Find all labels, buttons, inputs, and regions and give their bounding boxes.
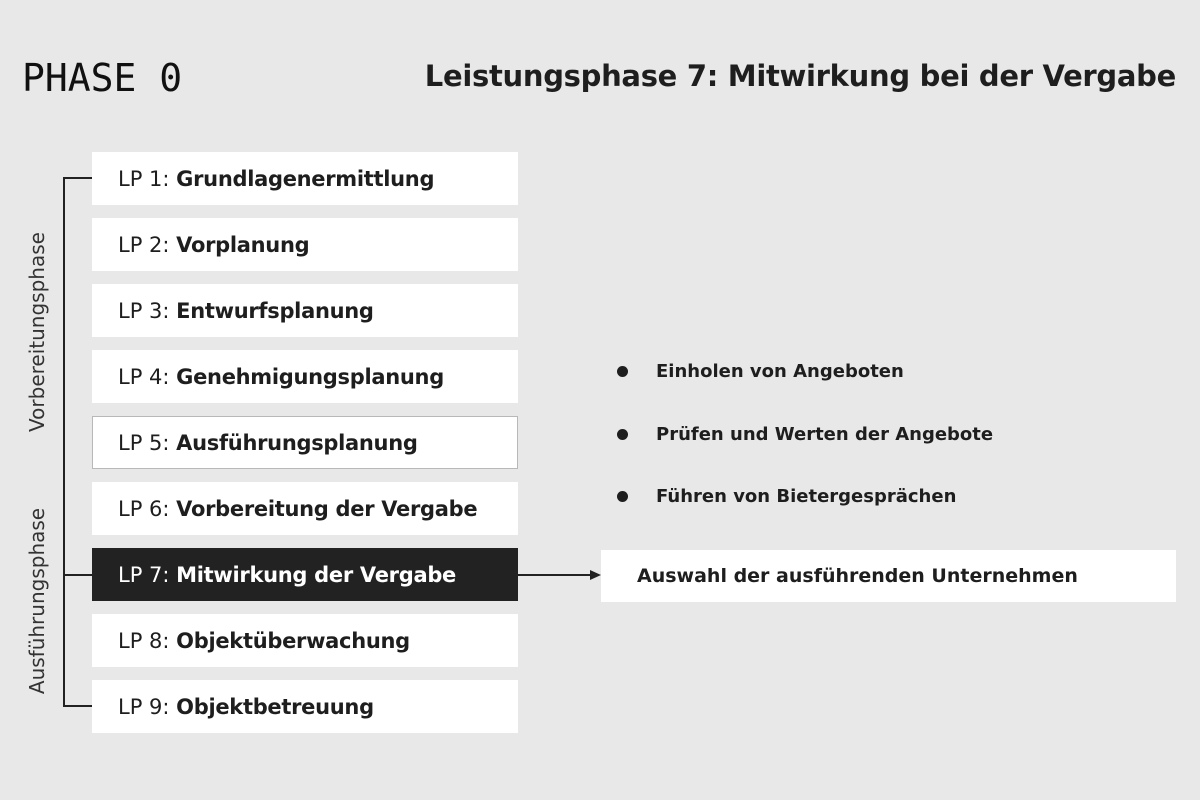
phase-code: LP 5 — [118, 430, 163, 455]
task-item — [617, 477, 956, 515]
phase-name: Vorbereitung der Vergabe — [176, 496, 478, 521]
group-label-vorbereitung: Vorbereitungsphase — [25, 232, 49, 432]
phase-item-lp9: LP 9 : Objektbetreuung — [92, 680, 518, 733]
task-item — [617, 352, 904, 390]
phase-name: Mitwirkung der Vergabe — [176, 562, 456, 587]
phase-name: Vorplanung — [176, 232, 310, 257]
bullet-dot-icon — [617, 491, 628, 502]
phase-code: LP 8 — [118, 628, 163, 653]
result-box: Auswahl der ausführenden Unternehmen — [601, 550, 1176, 602]
phase-item-lp6: LP 6 : Vorbereitung der Vergabe — [92, 482, 518, 535]
arrow-head-icon — [590, 570, 601, 580]
phase-name: Grundlagenermittlung — [176, 166, 435, 191]
phase-name: Objektüberwachung — [176, 628, 410, 653]
bullet-dot-icon — [617, 366, 628, 377]
task-text: Einholen von Angeboten — [656, 360, 904, 382]
phase-item-lp7-active: LP 7 : Mitwirkung der Vergabe — [92, 548, 518, 601]
phase-name: Ausführungsplanung — [176, 430, 418, 455]
page-title: Leistungsphase 7: Mitwirkung bei der Vergabe — [424, 59, 1176, 93]
phase-name: Genehmigungsplanung — [176, 364, 444, 389]
phase-code: LP 4 — [118, 364, 163, 389]
phase-code: LP 1 — [118, 166, 163, 191]
phase-item-lp5: LP 5 : Ausführungsplanung — [92, 416, 518, 469]
task-text: Führen von Bietergesprächen — [656, 485, 957, 507]
phase-code: LP 3 — [118, 298, 163, 323]
phase-code: LP 2 — [118, 232, 163, 257]
phase-name: Entwurfsplanung — [176, 298, 374, 323]
task-item — [617, 415, 993, 453]
phase-item-lp8: LP 8 : Objektüberwachung — [92, 614, 518, 667]
phase-item-lp4: LP 4 : Genehmigungsplanung — [92, 350, 518, 403]
phase-code: LP 6 — [118, 496, 163, 521]
phase-code: LP 7 — [118, 562, 163, 587]
phase-item-lp3: LP 3 : Entwurfsplanung — [92, 284, 518, 337]
phase-item-lp2: LP 2 : Vorplanung — [92, 218, 518, 271]
group-label-ausfuehrung: Ausführungsphase — [25, 507, 49, 695]
phase-code: LP 9 — [118, 694, 163, 719]
task-text: Prüfen und Werten der Angebote — [656, 423, 994, 445]
phase-item-lp1: LP 1 : Grundlagenermittlung — [92, 152, 518, 205]
logo: PHASE 0 — [22, 56, 183, 100]
bullet-dot-icon — [617, 429, 628, 440]
phase-name: Objektbetreuung — [176, 694, 374, 719]
